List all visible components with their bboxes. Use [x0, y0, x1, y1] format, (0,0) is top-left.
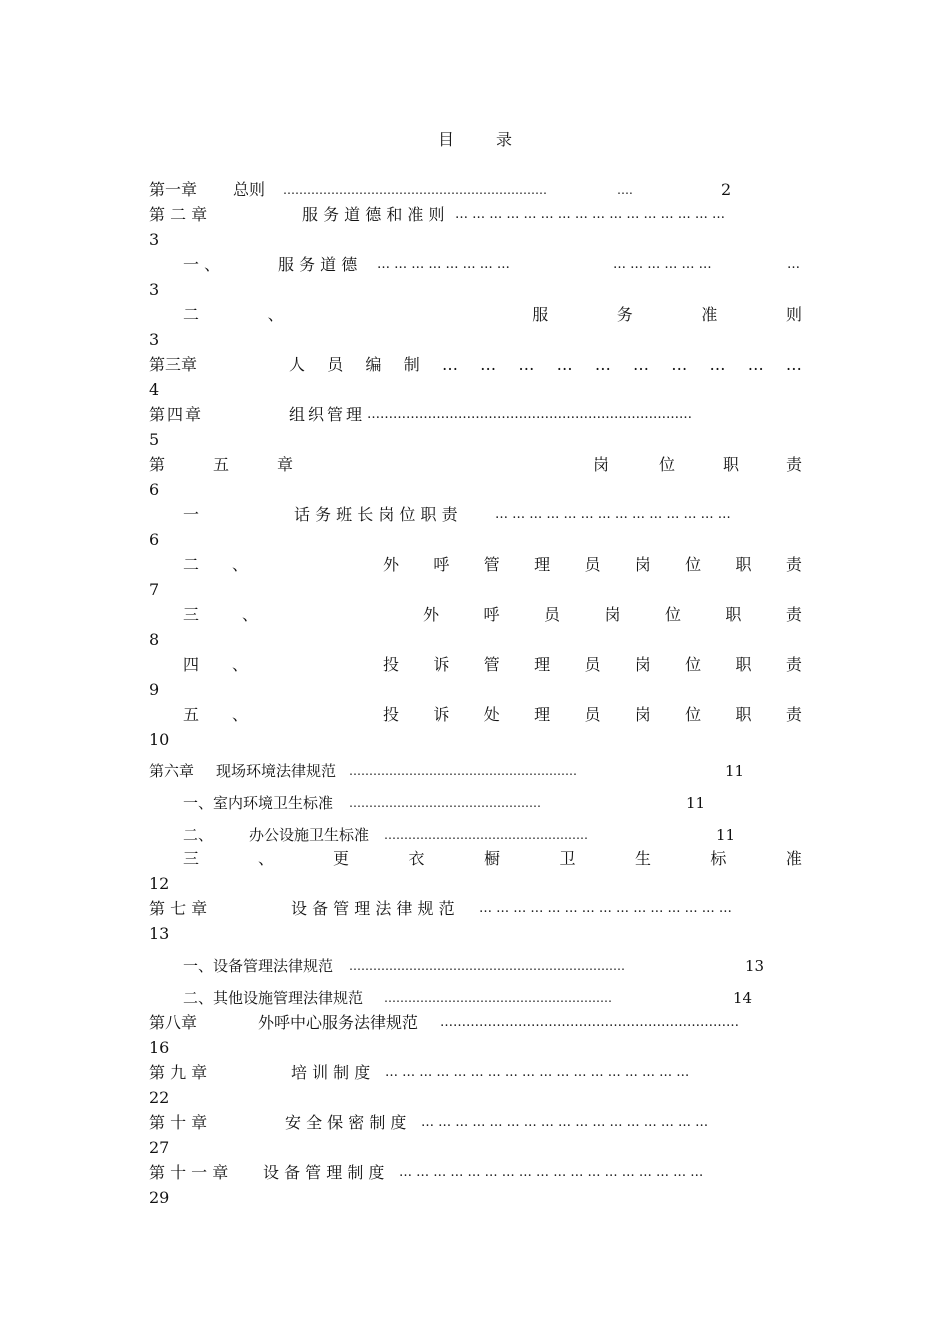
justified-char: 服 — [532, 305, 549, 324]
toc-entry — [149, 354, 802, 376]
justified-char: 卫 — [559, 849, 576, 868]
justified-char: 、 — [232, 655, 249, 674]
justified-char: 管 — [483, 655, 500, 674]
justified-char: 三 — [183, 849, 200, 868]
justified-char: 则 — [785, 305, 802, 324]
entry-title: 一、室内环境卫生标准 — [183, 794, 334, 812]
toc-entry — [149, 179, 802, 201]
justified-char: 位 — [685, 705, 702, 724]
justified-char: 责 — [786, 455, 803, 474]
justified-char: 人 — [289, 355, 306, 374]
justified-char: 岗 — [593, 455, 610, 474]
page-number: 13 — [745, 957, 765, 975]
toc-entry — [149, 955, 802, 977]
leader-dots: … … … … … … … … … … … … … … … — [479, 901, 732, 916]
leader-dots: …………………………………………………………… — [349, 959, 625, 973]
toc-entry — [149, 848, 802, 870]
justified-char: 岗 — [634, 555, 651, 574]
leader-dots: ………………………………………………… — [349, 764, 577, 778]
leader-dots: … — [518, 355, 535, 374]
toc-entry — [149, 604, 802, 626]
toc-entry — [149, 760, 802, 782]
entry-title: 服 务 道 德 和 准 则 — [302, 205, 445, 224]
page-number: 5 — [149, 430, 160, 449]
page-number: 11 — [725, 762, 745, 780]
toc-entry — [149, 504, 802, 526]
leader-dots: … — [633, 355, 650, 374]
page-number: 13 — [149, 924, 170, 943]
entry-title: 服 务 道 德 — [278, 255, 358, 274]
justified-char: 位 — [664, 605, 681, 624]
justified-char: 员 — [543, 605, 560, 624]
page-number: 12 — [149, 874, 170, 893]
justified-char: 外 — [423, 605, 440, 624]
toc-entry — [149, 987, 802, 1009]
justified-char: 五 — [213, 455, 230, 474]
leader-dots: … — [787, 257, 800, 272]
toc-entry — [149, 404, 802, 426]
justified-char: 岗 — [634, 655, 651, 674]
leader-dots: … … … … … … … … … … … … … … … … … — [421, 1115, 709, 1130]
chapter-label: 第三章 — [149, 355, 198, 374]
page-number: 3 — [149, 230, 160, 249]
justified-char: 位 — [685, 555, 702, 574]
justified-char: 五 — [183, 705, 200, 724]
entry-title — [383, 654, 802, 676]
title-char: 录 — [496, 130, 513, 149]
page-number: 2 — [721, 180, 732, 199]
leader-dots: …………………………………………… — [384, 828, 588, 842]
page-number: 11 — [716, 826, 736, 844]
leader-dots: … — [480, 355, 497, 374]
chapter-label: 第八章 — [149, 1013, 198, 1032]
justified-char: 务 — [616, 305, 633, 324]
justified-char: 位 — [685, 655, 702, 674]
justified-char: 管 — [483, 555, 500, 574]
justified-char: 四 — [183, 655, 200, 674]
page-number: 9 — [149, 680, 160, 699]
justified-char: 投 — [383, 655, 400, 674]
toc-entry — [149, 1062, 802, 1084]
title-char: 目 — [437, 130, 454, 149]
justified-char: 、 — [267, 305, 284, 324]
justified-char: 岗 — [604, 605, 621, 624]
justified-char: 二 — [183, 305, 200, 324]
justified-char: 衣 — [408, 849, 425, 868]
entry-title — [423, 604, 802, 626]
page-number: 6 — [149, 480, 160, 499]
justified-char: 员 — [327, 355, 344, 374]
justified-char: 职 — [723, 455, 740, 474]
leader-dots: … — [785, 355, 802, 374]
entry-title: 一、设备管理法律规范 — [183, 957, 334, 975]
leader-dots: ………………………………………………… — [384, 991, 612, 1005]
page-number: 7 — [149, 580, 160, 599]
page-number: 11 — [686, 794, 706, 812]
toc-entry — [149, 554, 802, 576]
leader-dots: …. — [617, 183, 633, 197]
page-number: 8 — [149, 630, 160, 649]
leader-dots: … — [747, 355, 764, 374]
page-title — [0, 127, 950, 150]
leader-dots: … … … … … … … … … … … … … … … … … … — [399, 1165, 704, 1180]
chapter-label: 第一章 — [149, 180, 198, 199]
entry-title — [289, 354, 802, 376]
justified-char: 第 — [149, 455, 166, 474]
leader-dots: … — [671, 355, 688, 374]
justified-char: 职 — [725, 605, 742, 624]
leader-dots: … — [556, 355, 573, 374]
entry-title: 办公设施卫生标准 — [249, 826, 370, 844]
entry-title: 外呼中心服务法律规范 — [258, 1013, 419, 1032]
toc-entry — [149, 454, 802, 476]
leader-dots: … — [594, 355, 611, 374]
page-number: 10 — [149, 730, 170, 749]
entry-title: 二、其他设施管理法律规范 — [183, 989, 364, 1007]
justified-char: 职 — [735, 705, 752, 724]
section-label: 二、 — [183, 826, 214, 844]
justified-char: 橱 — [483, 849, 500, 868]
page-number: 3 — [149, 280, 160, 299]
leader-dots: ………………………………………………………………… — [367, 407, 692, 422]
justified-char: 责 — [785, 605, 802, 624]
toc-entry — [149, 304, 802, 326]
justified-char: 诉 — [433, 655, 450, 674]
leader-dots: … … … … … … … … … … … … … … … … … … — [385, 1065, 690, 1080]
justified-char: 呼 — [433, 555, 450, 574]
entry-title: 设 备 管 理 法 律 规 范 — [291, 899, 455, 918]
justified-char: 生 — [634, 849, 651, 868]
chapter-label: 第六章 — [149, 762, 195, 780]
justified-char: 理 — [534, 705, 551, 724]
page-number: 27 — [149, 1138, 170, 1157]
justified-char: 位 — [659, 455, 676, 474]
leader-dots: …………………………………………………………… — [440, 1015, 739, 1030]
toc-entry — [149, 654, 802, 676]
leader-dots: … … … … … … … … — [377, 257, 510, 272]
toc-entry — [149, 204, 802, 226]
page-number: 4 — [149, 380, 160, 399]
justified-char: 三 — [183, 605, 200, 624]
justified-char: 员 — [584, 555, 601, 574]
leader-dots: … — [709, 355, 726, 374]
leader-dots: … … … … … … … … … … … … … … … … — [455, 207, 725, 222]
entry-title: 现场环境法律规范 — [216, 762, 337, 780]
page-number: 6 — [149, 530, 160, 549]
toc-entry — [149, 1162, 802, 1184]
entry-title: 总则 — [233, 180, 266, 199]
justified-char: 标 — [710, 849, 727, 868]
page-number: 14 — [733, 989, 753, 1007]
entry-title: 设 备 管 理 制 度 — [263, 1163, 385, 1182]
entry-title — [333, 848, 802, 870]
justified-char: 制 — [403, 355, 420, 374]
leader-dots: … … … … … … — [613, 257, 712, 272]
leader-dots: ………………………………………… — [349, 796, 541, 810]
entry-title: 培 训 制 度 — [291, 1063, 371, 1082]
justified-char: 准 — [701, 305, 718, 324]
justified-char: 呼 — [483, 605, 500, 624]
justified-char: 员 — [584, 655, 601, 674]
justified-char: 员 — [584, 705, 601, 724]
toc-entry — [149, 792, 802, 814]
toc-entry — [149, 704, 802, 726]
chapter-label: 第 七 章 — [149, 899, 208, 918]
justified-char: 诉 — [433, 705, 450, 724]
toc-entry — [149, 824, 802, 846]
section-label: 一 、 — [183, 255, 221, 274]
justified-char: 编 — [365, 355, 382, 374]
justified-char: 、 — [258, 849, 275, 868]
leader-dots: … … … … … … … … … … … … … … — [495, 507, 731, 522]
page-number: 22 — [149, 1088, 170, 1107]
justified-char: 、 — [232, 555, 249, 574]
entry-title: 话 务 班 长 岗 位 职 责 — [294, 505, 458, 524]
justified-char: 、 — [242, 605, 259, 624]
toc-entry — [149, 1112, 802, 1134]
chapter-label: 第 十 一 章 — [149, 1163, 229, 1182]
justified-char: 理 — [534, 555, 551, 574]
leader-dots: … — [441, 355, 458, 374]
entry-title — [383, 554, 802, 576]
page-number: 16 — [149, 1038, 170, 1057]
chapter-label: 第 二 章 — [149, 205, 208, 224]
leader-dots: ………………………………………………………… — [283, 183, 547, 197]
justified-char: 更 — [333, 849, 350, 868]
justified-char: 章 — [277, 455, 294, 474]
justified-char: 责 — [785, 655, 802, 674]
justified-char: 、 — [232, 705, 249, 724]
justified-char: 准 — [785, 849, 802, 868]
justified-char: 职 — [735, 555, 752, 574]
chapter-label: 第 十 章 — [149, 1113, 208, 1132]
entry-title: 组织管理 — [289, 405, 366, 424]
justified-char: 外 — [383, 555, 400, 574]
justified-char: 理 — [534, 655, 551, 674]
entry-title — [383, 704, 802, 726]
chapter-label: 第四章 — [149, 405, 204, 424]
justified-char: 职 — [735, 655, 752, 674]
toc-entry — [149, 1012, 802, 1034]
justified-char: 二 — [183, 555, 200, 574]
justified-char: 责 — [785, 705, 802, 724]
justified-char: 处 — [483, 705, 500, 724]
entry-title: 安 全 保 密 制 度 — [285, 1113, 407, 1132]
toc-entry — [149, 254, 802, 276]
section-label: 一 — [183, 505, 200, 524]
page-number: 29 — [149, 1188, 170, 1207]
justified-char: 岗 — [634, 705, 651, 724]
justified-char: 投 — [383, 705, 400, 724]
page-number: 3 — [149, 330, 160, 349]
chapter-label: 第 九 章 — [149, 1063, 208, 1082]
toc-entry — [149, 898, 802, 920]
justified-char: 责 — [785, 555, 802, 574]
